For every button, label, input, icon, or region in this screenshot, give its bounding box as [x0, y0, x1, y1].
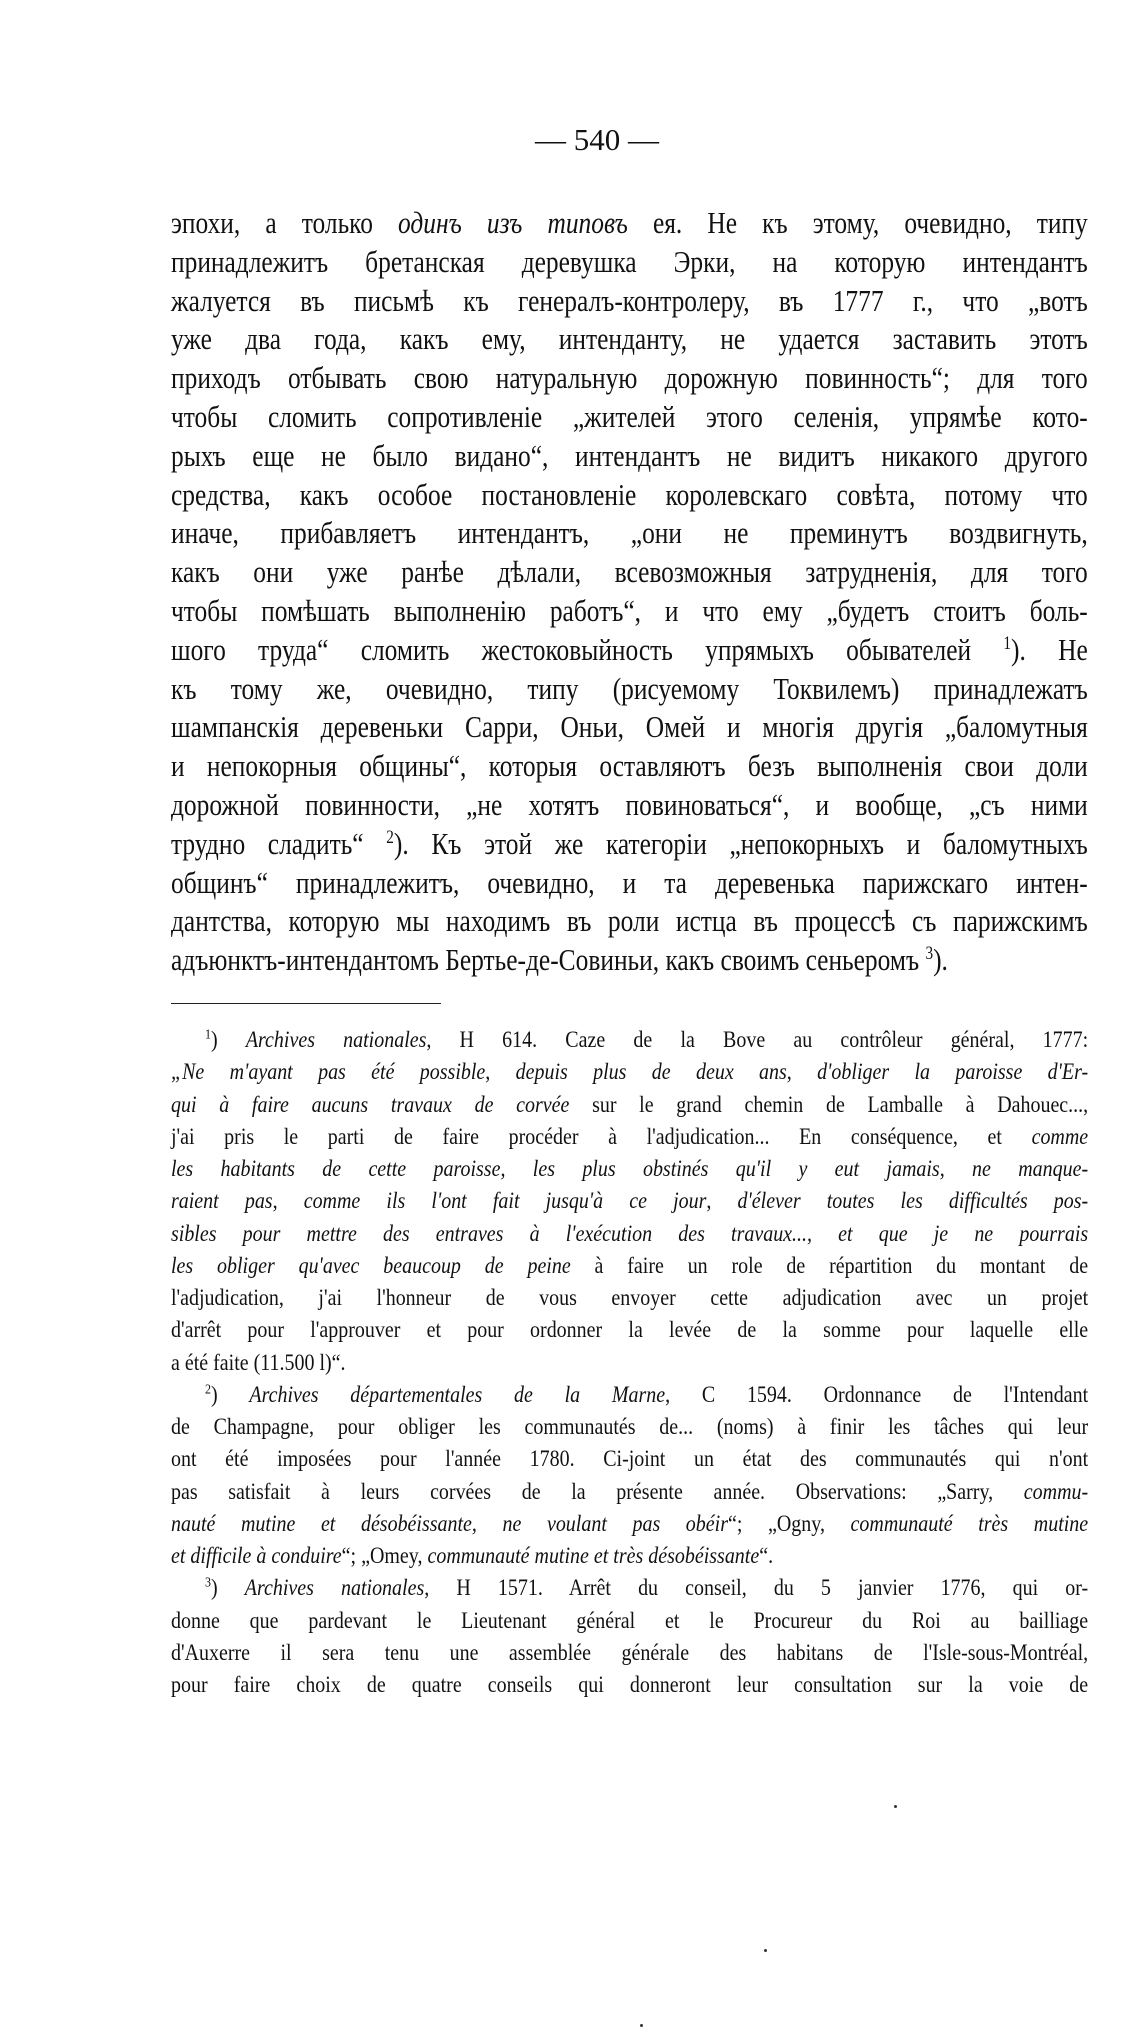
text-line: [171, 786, 1088, 825]
italic-run: qui à faire aucuns travaux de corvée: [171, 1091, 570, 1118]
text-line: [171, 1250, 1088, 1282]
italic-run: communauté très mutine: [850, 1510, 1089, 1537]
footnotes: [171, 1024, 1088, 1701]
text-run: иначе, прибавляетъ интендантъ, „они не преминутъ воздвигнуть,: [171, 515, 1088, 551]
text-run: ): [210, 1381, 250, 1408]
italic-run: Archives départementales de la Marne: [249, 1381, 666, 1408]
text-run: a été faite (11.500 l)“.: [171, 1349, 346, 1376]
text-run: l'adjudication, j'ai l'honneur de vous envoyer cette adjudication avec un projet: [171, 1285, 1089, 1311]
text-line: [171, 941, 1088, 980]
italic-run: les habitants de cette paroisse, les plus obstinés qu'il y eut jamais, ne manque-: [171, 1156, 1089, 1182]
text-line: [171, 320, 1088, 359]
text-run: ). Не: [1011, 631, 1088, 667]
text-run: “; „Ogny,: [727, 1510, 851, 1537]
italic-run: commu-: [1023, 1478, 1089, 1505]
text-run: рыхъ еще не было видано“, интендантъ не видитъ никакого другого: [171, 437, 1088, 473]
text-line: [171, 1540, 1088, 1572]
text-run: pour faire choix de quatre conseils qui donneront leur consultation sur la voie de: [171, 1672, 1089, 1698]
text-run: шампанскія деревеньки Сарри, Оньи, Омей и многія другія „баломутныя: [171, 709, 1088, 745]
text-line: [171, 1185, 1088, 1217]
text-line: [171, 398, 1088, 437]
footnote-marker: 2: [205, 1381, 211, 1398]
text-line: [171, 243, 1088, 282]
text-line: [171, 1347, 1088, 1379]
text-line: [171, 1637, 1088, 1669]
footnote-marker: 3: [205, 1574, 211, 1591]
text-line: [171, 902, 1088, 941]
scan-speck: [764, 1949, 767, 1952]
text-run: de Champagne, pour obliger les communautés de... (noms) à finir les tâches qui leur: [171, 1414, 1089, 1440]
text-run: ont été imposées pour l'année 1780. Ci-joint un état des communautés qui n'ont: [171, 1446, 1089, 1473]
text-run: эпохи, а только: [171, 205, 399, 240]
text-run: d'Auxerre il sera tenu une assemblée générale des habitans de l'Isle-sous-Montréal,: [171, 1639, 1089, 1666]
footnote-3-start: [171, 1572, 1088, 1604]
italic-run: depuis plus de deux ans: [515, 1059, 787, 1086]
scan-speck: [894, 1805, 897, 1808]
text-run: чтобы помѣшать выполненію работъ“, и что ему „будетъ стоитъ боль-: [171, 592, 1088, 628]
footnote-2-start: [171, 1379, 1088, 1411]
text-run: шого труда“ сломить жестоковыйность упрямыхъ обывателей: [171, 631, 1004, 667]
footnote-1-start: [171, 1024, 1088, 1056]
text-run: sur le grand chemin de Lamballe à Dahouec...,: [569, 1091, 1089, 1118]
text-run: ,: [786, 1059, 818, 1086]
text-run: ,: [272, 1188, 304, 1215]
text-run: , C 1594. Ordonnance de l'Intendant: [665, 1381, 1089, 1408]
italic-run: et difficile à conduire: [171, 1543, 342, 1569]
text-line: [171, 1314, 1088, 1346]
text-line: [171, 1282, 1088, 1314]
text-run: чтобы сломить сопротивленіе „жителей этого селенія, упрямѣе кото-: [171, 398, 1088, 434]
italic-run: d'obliger la paroisse d'Er-: [817, 1059, 1089, 1086]
text-run: дантства, которую мы находимъ въ роли истца въ процессѣ съ парижскимъ: [171, 903, 1088, 939]
text-line: [171, 1153, 1088, 1185]
italic-run: comme ils l'ont fait jusqu'à ce jour: [303, 1188, 707, 1215]
footnote-marker: 1: [205, 1026, 211, 1043]
text-run: ,: [706, 1188, 738, 1215]
text-run: , H 1571. Arrêt du conseil, du 5 janvier 1776, qui or-: [424, 1575, 1089, 1602]
text-run: ея. Не къ этому, очевидно, типу: [627, 205, 1088, 240]
text-run: ). Къ этой же категоріи „непокорныхъ и баломутныхъ: [393, 825, 1088, 861]
text-run: къ тому же, очевидно, типу (рисуемому Токвилемъ) принадлежатъ: [171, 670, 1088, 706]
text-run: уже два года, какъ ему, интенданту, не удается заставить этотъ: [171, 321, 1088, 357]
text-line: [171, 1218, 1088, 1250]
page-number: — 540 —: [535, 122, 659, 157]
italic-run: sibles pour mettre des entraves à l'exécution des travaux..., et que je ne pourrais: [171, 1220, 1089, 1247]
text-run: приходъ отбывать свою натуральную дорожную повинность“; для того: [171, 360, 1088, 396]
text-line: [171, 437, 1088, 476]
text-line: [171, 514, 1088, 553]
text-run: жалуется въ письмѣ къ генералъ-контролеру, въ 1777 г., что „вотъ: [171, 282, 1088, 318]
text-run: средства, какъ особое постановленіе королевскаго совѣта, потому что: [171, 476, 1088, 512]
text-line: [171, 476, 1088, 515]
text-line: [171, 1669, 1088, 1701]
text-line: [171, 1056, 1088, 1088]
text-line: [171, 1121, 1088, 1153]
italic-run: les obliger qu'avec beaucoup de peine: [171, 1252, 571, 1279]
text-run: адъюнктъ-интендантомъ Бертье-де-Совиньи, какъ своимъ сеньеромъ: [171, 942, 926, 978]
text-run: ).: [933, 942, 948, 978]
text-line: [171, 670, 1088, 709]
text-run: “; „Omey,: [341, 1543, 428, 1569]
text-line: [171, 1089, 1088, 1121]
text-run: à faire un role de répartition du montant de: [570, 1252, 1089, 1279]
text-run: ,: [485, 1059, 516, 1086]
text-run: дорожной повинности, „не хотятъ повиноваться“, и вообще, „съ ними: [171, 786, 1088, 822]
text-line: [171, 708, 1088, 747]
text-line: [171, 359, 1088, 398]
italic-run: Archives nationales: [245, 1027, 427, 1053]
text-run: ): [210, 1027, 246, 1053]
text-run: какъ они уже ранѣе дѣлали, всевозможныя затрудненія, для того: [171, 554, 1088, 590]
text-run: общинъ“ принадлежитъ, очевидно, и та деревенька парижскаго интен-: [171, 864, 1088, 900]
main-text: [171, 204, 1088, 980]
text-line: [171, 747, 1088, 786]
italic-run: raient pas: [171, 1188, 273, 1215]
text-line: [171, 1605, 1088, 1637]
italic-run: comme: [1031, 1123, 1089, 1150]
text-run: и непокорныя общины“, которыя оставляютъ безъ выполненія свои доли: [171, 748, 1088, 784]
italic-run: Archives nationales: [244, 1575, 425, 1602]
footnote-marker: 1: [1003, 632, 1012, 654]
italic-run: „Ne m'ayant pas été possible: [171, 1059, 486, 1086]
italic-run: d'élever toutes les difficultés pos-: [737, 1188, 1089, 1215]
text-run: трудно сладить“: [171, 825, 387, 861]
text-line: [171, 631, 1088, 670]
text-run: “.: [759, 1543, 774, 1569]
text-line: [171, 1508, 1088, 1540]
text-line: [171, 864, 1088, 903]
text-run: принадлежитъ бретанская деревушка Эрки, на которую интендантъ: [171, 243, 1088, 279]
text-line: [171, 282, 1088, 321]
footnote-marker: 3: [925, 942, 934, 964]
text-line: [171, 825, 1088, 864]
text-line: [171, 553, 1088, 592]
footnote-marker: 2: [386, 826, 394, 848]
italic-run: nauté mutine et désobéissante, ne voulant pas obéir: [171, 1510, 728, 1537]
text-run: j'ai pris le parti de faire procéder à l'adjudication... En conséquence, et: [171, 1123, 1032, 1150]
italic-run: одинъ изъ типовъ: [398, 205, 628, 240]
text-line: [171, 204, 1088, 243]
text-line: [171, 1476, 1088, 1508]
text-line: [171, 592, 1088, 631]
text-line: [171, 1411, 1088, 1443]
text-run: donne que pardevant le Lieutenant général et le Procureur du Roi au bailliage: [171, 1607, 1089, 1634]
text-line: [171, 1443, 1088, 1475]
text-run: , H 614. Caze de la Bove au contrôleur général, 1777:: [426, 1027, 1089, 1053]
text-run: d'arrêt pour l'approuver et pour ordonner la levée de la somme pour laquelle elle: [171, 1317, 1089, 1344]
italic-run: communauté mutine et très désobéissante: [427, 1543, 760, 1569]
text-run: ): [210, 1575, 245, 1602]
text-run: pas satisfait à leurs corvées de la présente année. Observations: „Sarry,: [171, 1478, 1024, 1505]
footnote-separator: [171, 1003, 441, 1004]
